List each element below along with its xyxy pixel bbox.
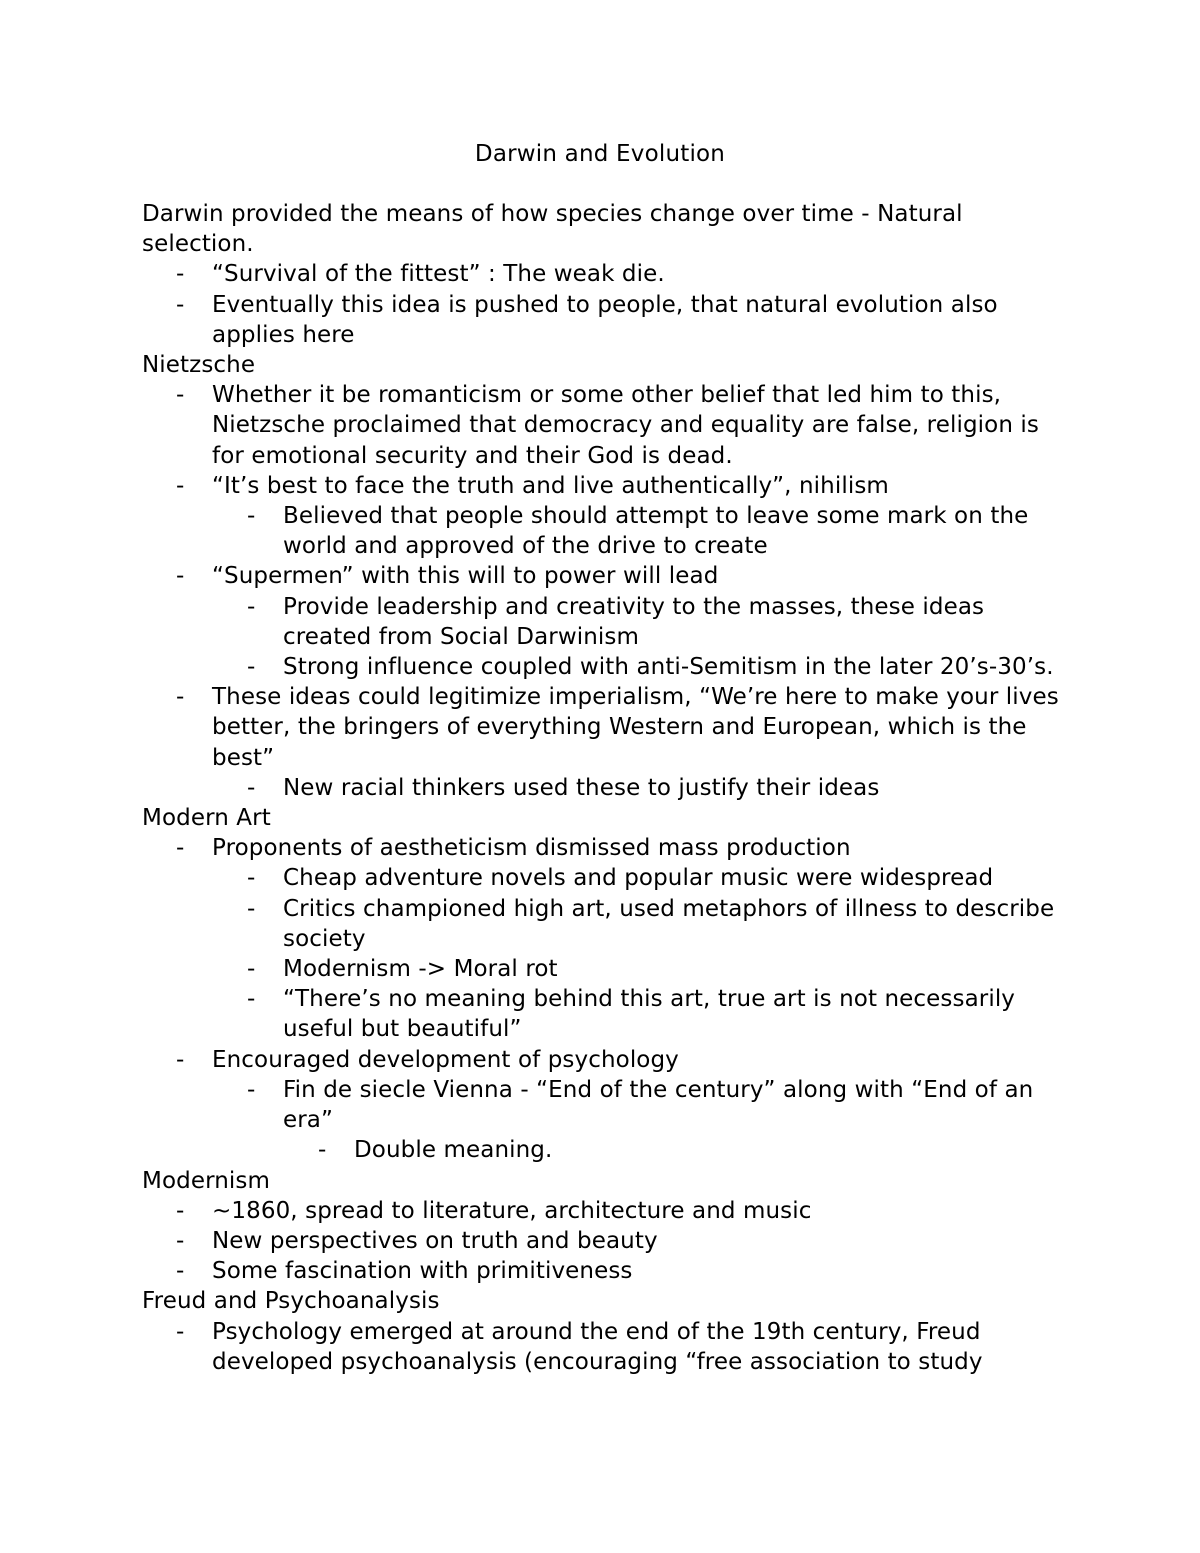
bullet-text: Double meaning. — [354, 1137, 553, 1164]
bullet-dash: - — [176, 835, 185, 862]
document-body — [142, 199, 1062, 1377]
notes-outline — [142, 259, 1062, 1377]
bullet-dash: - — [247, 1076, 256, 1103]
bullet-item-level-2 — [142, 652, 1062, 682]
bullet-dash: - — [247, 593, 256, 620]
bullet-item-level-2 — [142, 894, 1062, 954]
bullet-item-level-2 — [142, 984, 1062, 1044]
section-heading: Modern Art — [142, 805, 271, 832]
bullet-dash: - — [176, 261, 185, 288]
bullet-dash: - — [176, 472, 185, 499]
bullet-text: Provide leadership and creativity to the masses, these ideas created from Social Darwinism — [283, 593, 985, 650]
bullet-item-level-2 — [142, 501, 1062, 561]
bullet-text: Critics championed high art, used metaphors of illness to describe society — [283, 895, 1055, 952]
bullet-item-level-1 — [142, 561, 1062, 591]
bullet-text: Fin de siecle Vienna - “End of the century” along with “End of an era” — [283, 1076, 1034, 1134]
bullet-item-level-1 — [142, 1226, 1062, 1256]
bullet-text: Some fascination with primitiveness — [212, 1258, 633, 1285]
bullet-dash: - — [176, 382, 185, 409]
bullet-item-level-2 — [142, 773, 1062, 803]
bullet-dash: - — [247, 895, 256, 922]
bullet-item-level-1 — [142, 1196, 1062, 1226]
bullet-dash: - — [176, 563, 185, 590]
bullet-dash: - — [176, 684, 185, 711]
bullet-text: Eventually this idea is pushed to people, that natural evolution also applies here — [212, 291, 998, 348]
bullet-text: “It’s best to face the truth and live authentically”, nihilism — [212, 472, 889, 499]
section-heading: Nietzsche — [142, 352, 256, 379]
bullet-item-level-3 — [142, 1135, 1062, 1165]
bullet-list — [142, 833, 1062, 1165]
bullet-item-level-1 — [142, 259, 1062, 289]
bullet-text: Cheap adventure novels and popular music were widespread — [283, 865, 994, 892]
bullet-text: New perspectives on truth and beauty — [212, 1227, 658, 1254]
bullet-dash: - — [176, 1227, 185, 1254]
bullet-list — [142, 1196, 1062, 1287]
bullet-item-level-1 — [142, 1256, 1062, 1286]
bullet-item-level-1 — [142, 833, 1062, 863]
bullet-item-level-1 — [142, 1317, 1062, 1377]
bullet-text: New racial thinkers used these to justify their ideas — [283, 774, 880, 801]
bullet-text: Proponents of aestheticism dismissed mass production — [212, 835, 851, 862]
document-title: Darwin and Evolution — [474, 141, 726, 167]
bullet-list — [142, 1317, 1062, 1377]
bullet-dash: - — [176, 1258, 185, 1285]
bullet-text: “Supermen” with this will to power will lead — [212, 563, 719, 590]
bullet-item-level-1 — [142, 471, 1062, 501]
bullet-text: Strong influence coupled with anti-Semitism in the later 20’s-30’s. — [283, 654, 1054, 681]
bullet-list — [142, 259, 1062, 350]
bullet-text: Encouraged development of psychology — [212, 1046, 679, 1073]
section-heading: Modernism — [142, 1167, 270, 1194]
bullet-item-level-1 — [142, 290, 1062, 350]
bullet-item-level-2 — [142, 863, 1062, 893]
bullet-dash: - — [318, 1137, 327, 1164]
bullet-item-level-1 — [142, 1045, 1062, 1075]
bullet-dash: - — [247, 654, 256, 681]
bullet-dash: - — [247, 774, 256, 801]
bullet-text: Modernism -> Moral rot — [283, 956, 558, 983]
bullet-item-level-1 — [142, 380, 1062, 471]
bullet-text: Believed that people should attempt to leave some mark on the world and approved of the drive to create — [283, 503, 1029, 560]
bullet-dash: - — [176, 291, 185, 318]
bullet-dash: - — [247, 986, 256, 1013]
bullet-list — [142, 380, 1062, 803]
bullet-text: “There’s no meaning behind this art, true art is not necessarily useful but beautiful” — [283, 986, 1016, 1043]
bullet-item-level-2 — [142, 1075, 1062, 1135]
bullet-text: Whether it be romanticism or some other belief that led him to this, Nietzsche proclaimed that democracy and equality are false, religion is for emotional security and their God is dead. — [212, 382, 1039, 469]
bullet-item-level-2 — [142, 954, 1062, 984]
bullet-text: ~1860, spread to literature, architecture and music — [212, 1197, 812, 1224]
bullet-dash: - — [176, 1197, 185, 1224]
section-heading: Freud and Psychoanalysis — [142, 1288, 440, 1315]
bullet-text: Psychology emerged at around the end of the 19th century, Freud developed psychoanalysis (encouraging “free association to study — [212, 1318, 983, 1375]
bullet-item-level-1 — [142, 682, 1062, 773]
bullet-text: “Survival of the fittest” : The weak die. — [212, 261, 665, 288]
bullet-text: These ideas could legitimize imperialism, “We’re here to make your lives better, the bringers of everything Western and European, which is the best” — [212, 684, 1059, 771]
bullet-dash: - — [176, 1046, 185, 1073]
bullet-dash: - — [247, 865, 256, 892]
bullet-dash: - — [247, 956, 256, 983]
intro-paragraph: Darwin provided the means of how species change over time - Natural selection. — [142, 201, 963, 258]
bullet-dash: - — [176, 1318, 185, 1345]
bullet-item-level-2 — [142, 592, 1062, 652]
bullet-dash: - — [247, 503, 256, 530]
